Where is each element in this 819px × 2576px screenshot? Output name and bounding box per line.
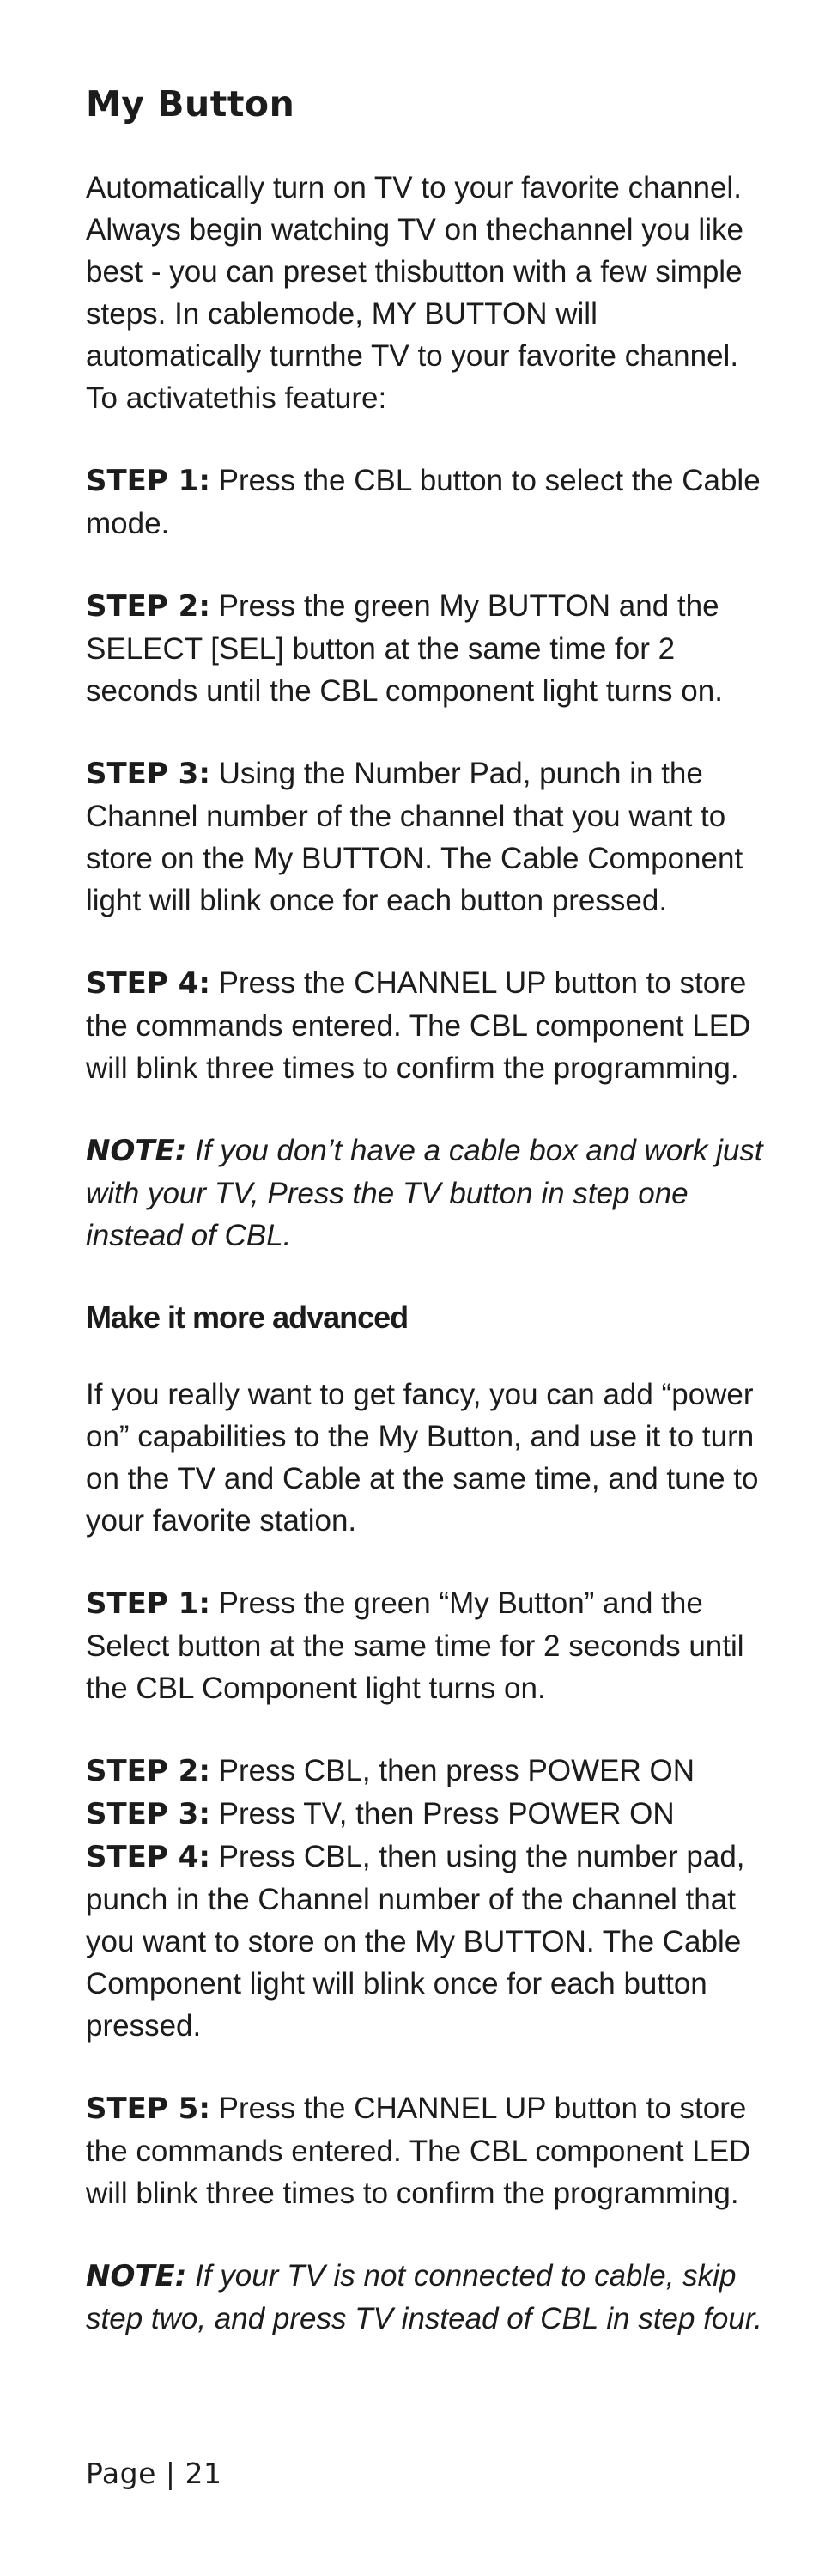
step-1 — [86, 460, 773, 545]
advanced-step-5 — [86, 2087, 773, 2214]
section-heading: Make it more advanced — [86, 1300, 409, 1335]
step-label: STEP 4: — [86, 1840, 210, 1874]
step-text: Press CBL, then using the number pad, punch in the Channel number of the channel that you want to store on the My BUTTON. The Cable Component light will blink once for each button pressed. — [86, 1840, 745, 2043]
step-3 — [86, 752, 773, 922]
step-text: Press TV, then Press POWER ON — [209, 1797, 675, 1830]
step-text: Press the green My BUTTON and the SELECT [SEL] button at the same time for 2 seconds until the CBL component light turns on. — [86, 589, 723, 708]
step-text: Press the green “My Button” and the Select button at the same time for 2 seconds until the CBL Component light turns on. — [86, 1586, 744, 1705]
advanced-intro: If you really want to get fancy, you can add “power on” capabilities to the My Button, and use it to turn on the TV and Cable at the same time, and tune to your favorite station. — [86, 1378, 759, 1538]
step-label: STEP 1: — [86, 1586, 210, 1621]
step-text: Using the Number Pad, punch in the Channel number of the channel that you want to store on the My BUTTON. The Cable Component light will blink once for each button pressed. — [86, 757, 743, 917]
step-text: Press the CBL button to select the Cable mode. — [86, 464, 761, 540]
note-text: If your TV is not connected to cable, skip step two, and press TV instead of CBL in step four. — [86, 2259, 762, 2335]
note-label: NOTE: — [86, 2259, 187, 2293]
intro-paragraph: Automatically turn on TV to your favorite channel. Always begin watching TV on thechannel you like best - you can preset thisbutton with a few simple steps. In cablemode, MY BUTTON will automatically turnthe TV to your favorite channel. To activatethis feature: — [86, 171, 743, 415]
step-label: STEP 3: — [86, 757, 210, 791]
advanced-step-2 — [86, 1750, 773, 1793]
advanced-step-4 — [86, 1836, 773, 2047]
step-label: STEP 2: — [86, 1754, 210, 1788]
step-label: STEP 3: — [86, 1797, 210, 1831]
note-label: NOTE: — [86, 1134, 187, 1168]
step-text: Press the CHANNEL UP button to store the commands entered. The CBL component LED will blink three times to confirm the programming. — [86, 966, 751, 1085]
step-text: Press the CHANNEL UP button to store the commands entered. The CBL component LED will blink three times to confirm the programming. — [86, 2092, 751, 2210]
note-text: If you don’t have a cable box and work just with your TV, Press the TV button in step one instead of CBL. — [86, 1134, 763, 1252]
advanced-note — [86, 2255, 773, 2340]
step-label: STEP 1: — [86, 464, 210, 498]
step-2 — [86, 585, 773, 712]
step-label: STEP 2: — [86, 589, 210, 624]
note-paragraph — [86, 1130, 773, 1257]
advanced-step-1 — [86, 1582, 773, 1709]
step-label: STEP 5: — [86, 2092, 210, 2126]
step-label: STEP 4: — [86, 966, 210, 1001]
page-content — [86, 82, 773, 2340]
advanced-step-3 — [86, 1793, 773, 1836]
step-text: Press CBL, then press POWER ON — [209, 1754, 695, 1787]
page-title: My Button — [86, 83, 295, 125]
page-number: Page | 21 — [86, 2457, 222, 2490]
step-4 — [86, 962, 773, 1089]
